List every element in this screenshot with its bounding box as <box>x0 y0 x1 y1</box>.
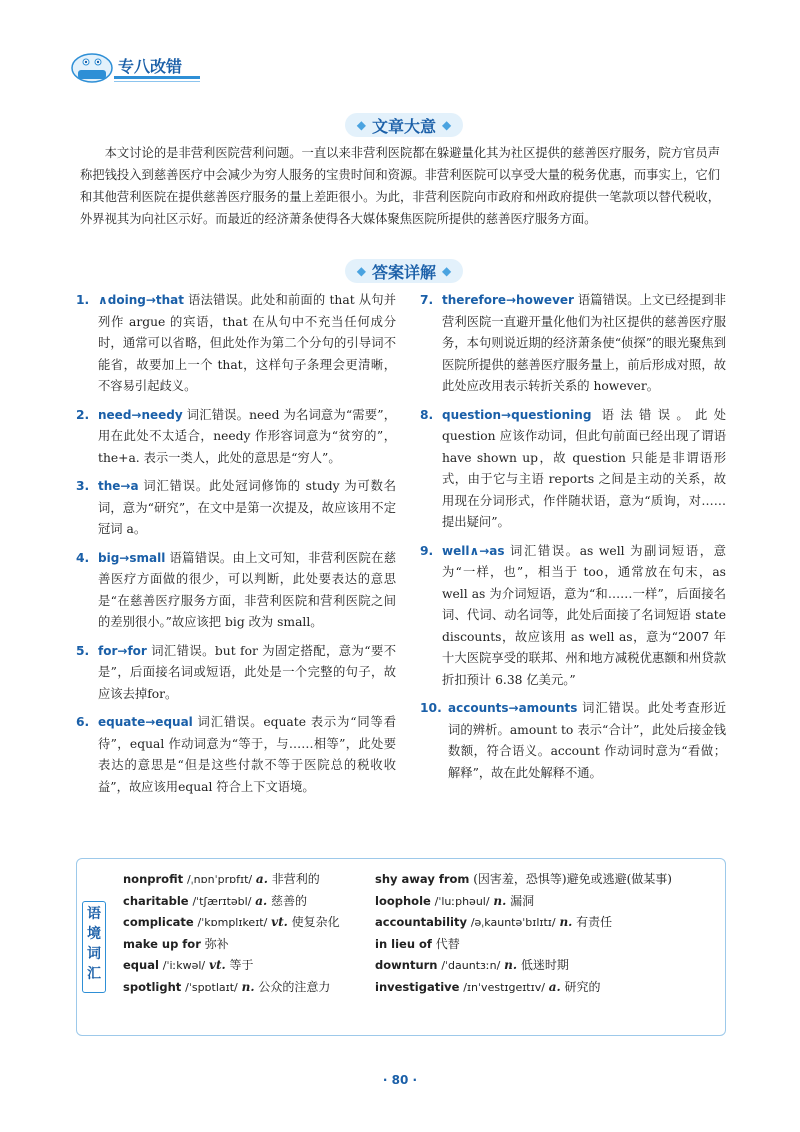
diamond-icon: ◆ <box>442 118 452 132</box>
vocab-meaning: 使复杂化 <box>291 915 340 929</box>
answer-explanation: 词汇错误。need 为名词意为“需要”，用在此处不太适合，needy 作形容词意为“贫穷的”，the+a. 表示一类人，此处的意思是“穷人”。 <box>98 407 396 465</box>
answer-correction: therefore→however <box>442 293 574 307</box>
answers-section-title <box>345 259 463 283</box>
answer-explanation: 词汇错误。but for 为固定搭配，意为“要不是”，后面接名词或短语，此处是一个完整的句子，故应该去掉for。 <box>98 643 396 701</box>
vocab-meaning: 公众的注意力 <box>258 979 331 994</box>
diamond-icon: ◆ <box>356 118 366 132</box>
answer-correction: big→small <box>98 550 166 565</box>
answer-item-6 <box>76 712 396 798</box>
diamond-icon: ◆ <box>442 264 452 278</box>
vocab-word: spotlight <box>123 979 182 994</box>
answer-number: 9. <box>420 543 434 558</box>
header-divider-thin <box>114 81 200 82</box>
answers-column-right <box>420 290 726 791</box>
vocab-phonetic: /ˈdauntɜːn/ <box>441 959 501 972</box>
summary-paragraph: 本文讨论的是非营利医院营利问题。一直以来非营利医院都在躲避量化其为社区提供的慈善医疗服务，院方官员声称把钱投入到慈善医疗中会减少为穷人服务的宝贵时间和资源。非营利医院可以享受大量的税务优惠，而事实上，它们和其他营利医院在提供慈善医疗服务的量上差距很小。为此，非营利医院向市政府和州政府提供一笔款项以替代税收，外界视其为向社区示好。而最近的经济萧条使得各大媒体聚焦医院所提供的慈善医疗服务方面。 <box>80 146 720 226</box>
header-title: 专八改错 <box>118 57 183 76</box>
vocab-entry <box>375 891 720 913</box>
vocab-word: investigative <box>375 979 460 994</box>
vocab-phonetic: /ˈiːkwəl/ <box>162 959 206 972</box>
vocab-phonetic: /ˈkɒmplɪkeɪt/ <box>197 916 268 929</box>
vocab-word: downturn <box>375 958 438 972</box>
vocab-word: equal <box>123 958 159 972</box>
answer-correction: accounts→amounts <box>448 701 578 715</box>
vocab-pos: a. <box>548 979 561 994</box>
answer-explanation: 语法错误。此处和前面的 that 从句并列作 argue 的宾语，that 在从句中不充当任何成分时，通常可以省略，但此处作为第二个分句的引导词不能省，故要加上一个 that，这样句子条理会更清晰，不容易引起歧义。 <box>98 293 396 393</box>
answer-number: 6. <box>76 715 90 729</box>
answer-item-8 <box>420 405 726 534</box>
answer-explanation: 语篇错误。由上文可知，非营利医院在慈善医疗方面做的很少，可以判断，此处要表达的意思是“在慈善医疗服务方面，非营利医院和营利医院之间的差别很小。”故应该把 big 改为 small。 <box>98 550 396 629</box>
answer-number: 5. <box>76 643 90 658</box>
vocab-word: in lieu of <box>375 936 432 951</box>
vocab-word: complicate <box>123 915 194 929</box>
answer-item-4 <box>76 548 396 634</box>
answer-correction: ∧doing→that <box>98 293 184 307</box>
answer-explanation: 语法错误。此处 question 应该作动词，但此句前面已经出现了谓语 have shown up，故 question 只能是非谓语形式，由于它与主语 reports 之间是主动的关系，故用现在分词形式，作伴随状语，意为“质询，对……提出疑问”。 <box>442 407 726 529</box>
answer-explanation: 词汇错误。as well 为副词短语，意为“一样，也”，相当于 too，通常放在句末，as well as 为介词短语，意为“和……一样”，后面接名词、代词、动名词等，此处后面接了名词短语 state discounts，故应该用 as well as，意为“2007 年十大医院享受的联邦、州和地方减税优惠额和州贷款折扣预计 6.38 亿美元。” <box>442 543 726 687</box>
vocab-word: accountability <box>375 915 467 929</box>
answer-item-10 <box>420 698 726 784</box>
answer-correction: for→for <box>98 643 147 658</box>
vocab-pos: n. <box>493 893 507 908</box>
answer-number: 2. <box>76 407 90 422</box>
vocab-meaning: (因害羞，恐惧等)避免或逃避(做某事) <box>473 872 672 886</box>
vocab-meaning: 低迷时期 <box>520 958 569 972</box>
answers-column-left <box>76 290 396 805</box>
vocab-meaning: 慈善的 <box>271 893 308 908</box>
vocab-entry <box>123 955 373 977</box>
answer-explanation: 词汇错误。此处冠词修饰的 study 为可数名词，意为“研究”，在文中是第一次提及，故应该用不定冠词 a。 <box>98 479 396 536</box>
vocab-pos: n. <box>504 958 518 972</box>
vocab-phonetic: /ˈspɒtlaɪt/ <box>185 980 238 994</box>
page-header <box>70 46 200 86</box>
vocab-pos: a. <box>255 872 268 886</box>
vocab-entry <box>375 934 720 956</box>
page-number: · 80 · <box>382 1073 418 1087</box>
summary-section-title <box>345 113 463 137</box>
vocab-meaning: 非营利的 <box>271 872 320 886</box>
answer-explanation: 词汇错误。equate 表示为“同等看待”，equal 作动词意为“等于，与……相等”，此处要表达的意思是“但是这些付款不等于医院总的税收收益”，故应该用equal 符合上下文语境。 <box>98 715 396 794</box>
answer-item-2 <box>76 405 396 470</box>
vocab-entry <box>123 869 373 891</box>
vocab-entry <box>375 912 720 934</box>
answer-explanation: 词汇错误。此处考查形近词的辨析。amount to 表示“合计”，此处后接金钱数额，符合语义。account 作动词时意为“看做；解释”，故在此处解释不通。 <box>448 701 726 780</box>
answer-correction: question→questioning <box>442 407 592 422</box>
vocab-meaning: 代替 <box>435 936 460 951</box>
answer-number: 10. <box>420 701 442 715</box>
vocab-meaning: 弥补 <box>204 936 229 951</box>
answer-explanation: 语篇错误。上文已经提到非营利医院一直避开量化他们为社区提供的慈善医疗服务，本句则说近期的经济萧条使“侦探”的眼光聚焦到医院所提供的慈善医疗服务量上，前后形成对照，故此处应改用表示转折关系的 however。 <box>442 293 726 393</box>
vocab-pos: n. <box>241 979 255 994</box>
vocabulary-box <box>76 858 726 1036</box>
vocab-meaning: 有责任 <box>576 915 613 929</box>
vocab-entry <box>375 955 720 977</box>
vocab-entry <box>123 977 373 999</box>
answer-item-7 <box>420 290 726 398</box>
answer-number: 1. <box>76 293 90 307</box>
vocab-meaning: 漏洞 <box>510 893 535 908</box>
vocab-meaning: 等于 <box>229 958 254 972</box>
vocab-entry <box>123 891 373 913</box>
vocab-entry <box>123 934 373 956</box>
answer-correction: the→a <box>98 479 139 493</box>
answer-correction: need→needy <box>98 407 183 422</box>
answer-item-9 <box>420 541 726 692</box>
vocabulary-column-left <box>123 869 373 998</box>
answers-title-text: 答案详解 <box>371 262 436 282</box>
vocab-phonetic: /ˈluːphəul/ <box>434 894 490 908</box>
vocab-word: make up for <box>123 936 201 951</box>
answer-item-1 <box>76 290 396 398</box>
answer-correction: well∧→as <box>442 543 505 558</box>
vocabulary-label: 语境词汇 <box>82 901 106 993</box>
header-divider <box>114 76 200 79</box>
vocab-pos: vt. <box>271 915 288 929</box>
answer-correction: equate→equal <box>98 715 193 729</box>
answer-item-3 <box>76 476 396 541</box>
answer-number: 7. <box>420 293 434 307</box>
vocab-phonetic: /ɪnˈvestɪgeɪtɪv/ <box>463 980 545 994</box>
answer-number: 3. <box>76 479 90 493</box>
vocab-word: charitable <box>123 893 189 908</box>
vocab-entry <box>375 869 720 891</box>
vocabulary-column-right <box>375 869 720 998</box>
vocab-pos: a. <box>255 893 268 908</box>
answer-number: 8. <box>420 407 434 422</box>
vocab-word: nonprofit <box>123 872 184 886</box>
answer-item-5 <box>76 641 396 706</box>
vocab-phonetic: /ˈtʃærɪtəbl/ <box>192 894 252 908</box>
vocab-phonetic: /ˌnɒnˈprɒfɪt/ <box>186 873 253 886</box>
vocab-pos: n. <box>559 915 573 929</box>
vocab-meaning: 研究的 <box>564 979 601 994</box>
diamond-icon: ◆ <box>356 264 366 278</box>
vocab-pos: vt. <box>208 958 226 972</box>
vocab-word: shy away from <box>375 872 470 886</box>
vocab-word: loophole <box>375 893 431 908</box>
answer-number: 4. <box>76 550 90 565</box>
book-mascot-icon <box>70 48 114 84</box>
vocabulary-label-tab <box>77 859 111 1035</box>
vocab-entry <box>123 912 373 934</box>
vocab-phonetic: /əˌkauntəˈbɪlɪtɪ/ <box>470 916 556 929</box>
summary-title-text: 文章大意 <box>371 116 436 136</box>
vocab-entry <box>375 977 720 999</box>
